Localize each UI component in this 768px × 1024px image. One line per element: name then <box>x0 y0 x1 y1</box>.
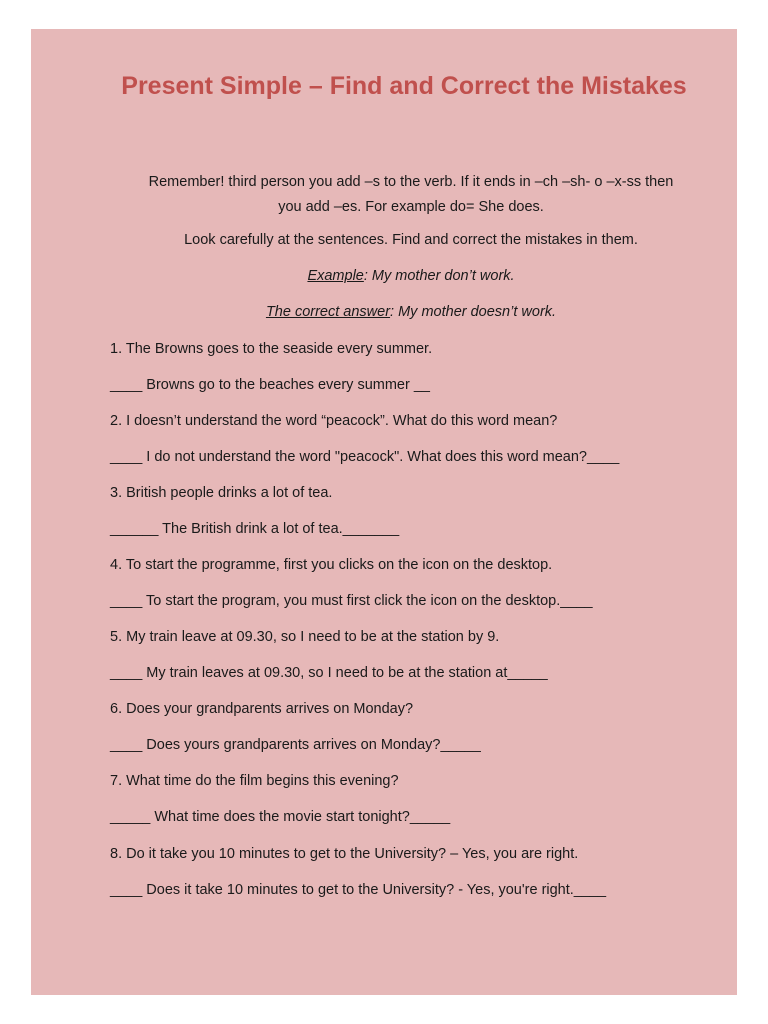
question-1: 1. The Browns goes to the seaside every summer. <box>110 341 433 357</box>
rule-line-2: you add –es. For example do= She does. <box>278 199 544 215</box>
answer-7: _____ What time does the movie start tonight?_____ <box>110 809 451 825</box>
worksheet-page <box>31 29 737 995</box>
question-5: 5. My train leave at 09.30, so I need to be at the station by 9. <box>110 629 500 645</box>
question-7: 7. What time do the film begins this evening? <box>110 773 399 789</box>
question-8: 8. Do it take you 10 minutes to get to the University? – Yes, you are right. <box>110 846 579 862</box>
correct-answer-label: The correct answer <box>265 304 391 320</box>
answer-5: ____ My train leaves at 09.30, so I need to be at the station at_____ <box>110 665 548 681</box>
grammar-rule <box>91 170 731 220</box>
question-6: 6. Does your grandparents arrives on Monday? <box>110 701 414 717</box>
answer-4: ____ To start the program, you must first click the icon on the desktop.____ <box>110 593 593 609</box>
question-4: 4. To start the programme, first you clicks on the icon on the desktop. <box>110 557 553 573</box>
answer-1: ____ Browns go to the beaches every summer __ <box>110 377 430 393</box>
answer-3: ______ The British drink a lot of tea._______ <box>110 521 400 537</box>
example-text: : My mother don’t work. <box>363 268 515 284</box>
page-title: Present Simple – Find and Correct the Mistakes <box>121 72 687 100</box>
question-3: 3. British people drinks a lot of tea. <box>110 485 333 501</box>
answer-6: ____ Does yours grandparents arrives on Monday?_____ <box>110 737 481 753</box>
rule-line-1: Remember! third person you add –s to the verb. If it ends in –ch –sh- o –x-ss then <box>148 174 674 190</box>
instruction: Look carefully at the sentences. Find and correct the mistakes in them. <box>184 232 638 248</box>
answer-8: ____ Does it take 10 minutes to get to the University? - Yes, you're right.____ <box>110 882 607 898</box>
correct-answer-text: : My mother doesn’t work. <box>390 304 557 320</box>
example-line <box>71 268 751 284</box>
correct-answer-line <box>71 304 751 320</box>
answer-2: ____ I do not understand the word "peacock". What does this word mean?____ <box>110 449 620 465</box>
example-label: Example <box>307 268 364 284</box>
question-2: 2. I doesn’t understand the word “peacock”. What do this word mean? <box>110 413 558 429</box>
